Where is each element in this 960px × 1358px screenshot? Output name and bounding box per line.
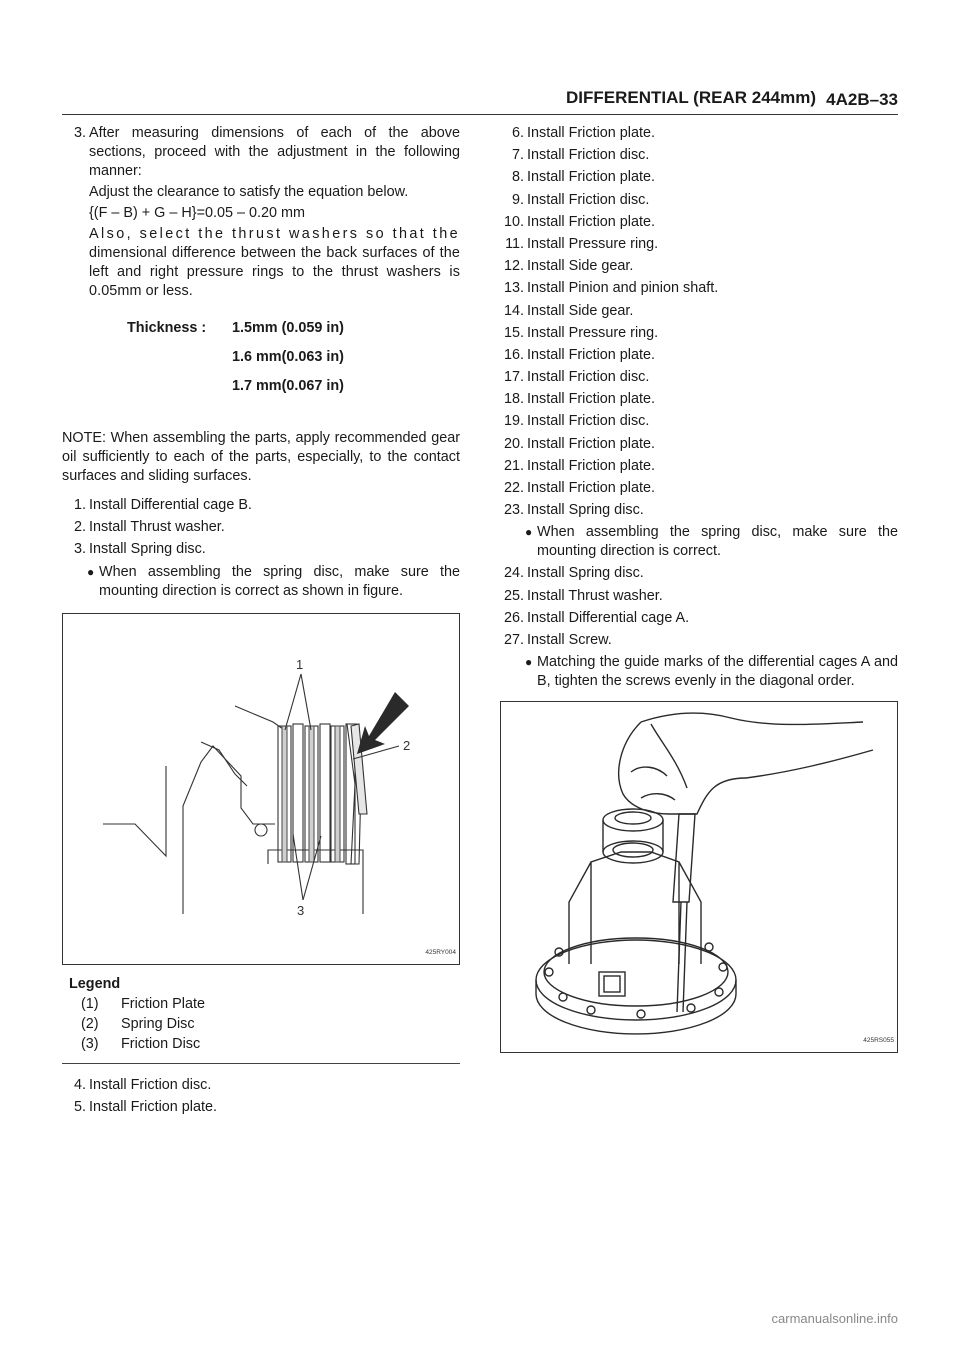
legend-item: (2) Spring Disc bbox=[81, 1015, 195, 1032]
step-3-adjust: 3. After measuring dimensions of each of the above sections, proceed with the adjustment in the following manner: Adjust the clearance to satisfy the equation below. {(F – B) + G – H}=0.05 – 0.20 mm Also, select the thrust washers so that the dimensional difference between the back surfaces of the left and right pressure rings to the thrust washers is 0.05mm or less. bbox=[73, 125, 460, 299]
thickness-value: 1.7 mm(0.067 in) bbox=[232, 378, 344, 394]
step-3-text: After measuring dimensions of each of the above sections, proceed with the adjustment in the following manner: bbox=[89, 125, 460, 179]
bullet-icon: ● bbox=[525, 525, 533, 540]
list-item: 6. Install Friction plate. bbox=[511, 125, 655, 141]
note: NOTE: When assembling the parts, apply recommended gear oil sufficiently to each of the parts, especially, to the contact surfaces and sliding surfaces. bbox=[62, 430, 460, 484]
list-item: 26. Install Differential cage A. bbox=[503, 609, 690, 626]
list-item: 20. Install Friction plate. bbox=[503, 435, 655, 452]
thickness-table bbox=[62, 319, 460, 415]
list-item: 27. Install Screw. bbox=[503, 631, 612, 648]
thickness-value: 1.6 mm(0.063 in) bbox=[232, 349, 344, 365]
list-item: 8. Install Friction plate. bbox=[511, 169, 655, 186]
list-item: 2. Install Thrust washer. bbox=[73, 519, 225, 536]
list-item: 18. Install Friction plate. bbox=[503, 391, 655, 408]
legend bbox=[69, 975, 460, 1054]
list-item: 15. Install Pressure ring. bbox=[503, 324, 659, 341]
callout-1: 1 bbox=[296, 656, 304, 672]
list-item: 24. Install Spring disc. bbox=[503, 565, 644, 582]
equation: {(F – B) + G – H}=0.05 – 0.20 mm bbox=[89, 205, 305, 221]
bullet-note: ● Matching the guide marks of the differential cages A and B, tighten the screws evenly in the diagonal order. bbox=[525, 654, 898, 690]
page-number: 4A2B–33 bbox=[826, 90, 898, 109]
watermark: carmanualsonline.info bbox=[771, 1311, 898, 1326]
bullet-note: ● When assembling the spring disc, make sure the mounting direction is correct. bbox=[525, 524, 898, 560]
list-item: 11. Install Pressure ring. bbox=[505, 235, 659, 252]
thickness-value: 1.5mm (0.059 in) bbox=[232, 320, 344, 336]
list-item: 19. Install Friction disc. bbox=[503, 413, 650, 430]
figure-code: 425RY004 bbox=[425, 948, 456, 956]
bullet-icon: ● bbox=[525, 655, 533, 670]
step-3-select-text-cont: dimensional difference between the back surfaces of the left and right pressure rings to the thrust washers is 0.05mm or less. bbox=[89, 245, 460, 299]
page-header bbox=[62, 88, 898, 116]
list-item: 1. Install Differential cage B. bbox=[73, 497, 252, 513]
list-item: 7. Install Friction disc. bbox=[511, 147, 650, 164]
figure-code: 425RS055 bbox=[863, 1037, 894, 1045]
thickness-label: Thickness : bbox=[127, 320, 207, 336]
figure-spring-disc bbox=[62, 613, 460, 965]
list-item: 3. Install Spring disc. bbox=[73, 541, 206, 558]
right-column bbox=[500, 124, 898, 1053]
list-item: 5. Install Friction plate. bbox=[73, 1098, 217, 1115]
bullet-note: ● When assembling the spring disc, make sure the mounting direction is correct as shown in figure. bbox=[87, 563, 460, 599]
figure-screw-tightening bbox=[500, 701, 898, 1053]
legend-rule bbox=[62, 1063, 460, 1064]
list-item: 10. Install Friction plate. bbox=[503, 213, 655, 230]
list-item: 21. Install Friction plate. bbox=[503, 457, 655, 474]
section-title: DIFFERENTIAL (REAR 244mm) bbox=[566, 88, 816, 107]
list-item: 16. Install Friction plate. bbox=[503, 346, 655, 363]
legend-item: (3) Friction Disc bbox=[81, 1035, 201, 1052]
bullet-icon: ● bbox=[87, 564, 95, 579]
spring-disc-diagram bbox=[63, 614, 459, 964]
differential-cage-diagram bbox=[501, 702, 897, 1052]
callout-2: 2 bbox=[403, 737, 411, 753]
list-item: 22. Install Friction plate. bbox=[503, 480, 655, 496]
list-item: 12. Install Side gear. bbox=[503, 258, 634, 275]
step-3-adjust-text: Adjust the clearance to satisfy the equation below. bbox=[89, 184, 409, 200]
callout-3: 3 bbox=[297, 902, 305, 918]
list-item: 17. Install Friction disc. bbox=[503, 369, 650, 386]
legend-item: (1) Friction Plate bbox=[81, 995, 205, 1012]
list-item: 23. Install Spring disc. bbox=[503, 502, 644, 519]
list-item: 9. Install Friction disc. bbox=[511, 191, 650, 208]
header-rule bbox=[62, 114, 898, 115]
list-item: 4. Install Friction disc. bbox=[73, 1076, 212, 1093]
list-item: 13. Install Pinion and pinion shaft. bbox=[503, 280, 719, 297]
step-3-select-text: Also, select the thrust washers so that the bbox=[89, 226, 460, 242]
legend-heading: Legend bbox=[69, 975, 121, 992]
list-item: 14. Install Side gear. bbox=[503, 302, 634, 319]
list-item: 25. Install Thrust washer. bbox=[503, 587, 663, 604]
left-column bbox=[62, 124, 460, 1120]
